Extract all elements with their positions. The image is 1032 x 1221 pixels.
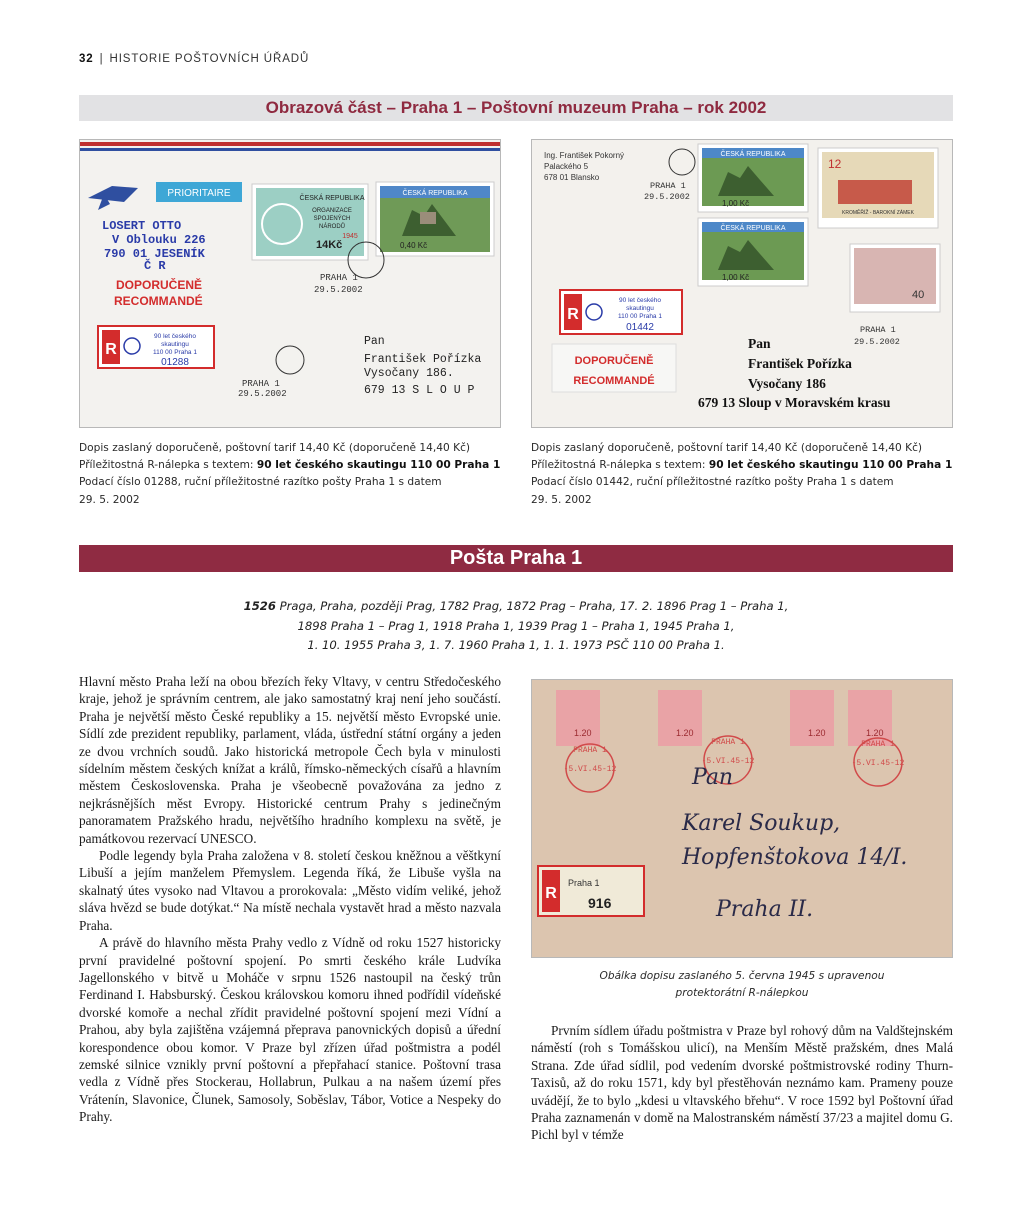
pm-1945-date-1: -5.VI.45-12 bbox=[563, 765, 617, 774]
right-reco-line-1: DOPORUČENĚ bbox=[574, 355, 654, 367]
stamp1-text-2: SPOJENÝCH bbox=[313, 216, 351, 222]
pm-1945-city-2: PRAHA 1 bbox=[711, 738, 745, 747]
sender-line-4: Č R bbox=[144, 259, 166, 273]
stamp-1945-value-2: 1.20 bbox=[676, 728, 694, 738]
r-label-letter: R bbox=[105, 341, 117, 358]
caption-right: Dopis zaslaný doporučeně, poštovní tarif 14,40 Kč (doporučeně 14,40 Kč) Příležitostná R-nálepka s textem: 90 let českého skautingu 110 00 Praha 1 Podací číslo 01442, ruční příležitostné razítko pošty Praha 1 s datem 29. 5. 2002 bbox=[531, 442, 953, 506]
section-title: Pošta Praha 1 bbox=[79, 545, 953, 572]
gallery-title: Obrazová část – Praha 1 – Poštovní muzeum Praha – rok 2002 bbox=[79, 95, 953, 121]
right-stamp1-country: ČESKÁ REPUBLIKA bbox=[720, 151, 786, 158]
r-label-text-1: 90 let českého bbox=[154, 333, 196, 340]
hand-line-3: Hopfenštokova 14/I. bbox=[682, 845, 908, 870]
r-label-number: 01288 bbox=[161, 357, 189, 368]
right-sender-3: 678 01 Blansko bbox=[544, 173, 600, 182]
right-postmark-date-1: 29.5.2002 bbox=[644, 192, 690, 202]
postmark-date-top: 29.5.2002 bbox=[314, 285, 363, 295]
envelope-photo-right bbox=[531, 139, 953, 428]
right-stamp3-caption: KROMĚŘÍŽ - BAROKNÍ ZÁMEK bbox=[842, 210, 914, 216]
paragraph: A právě do hlavního města Prahy vedlo z Vídně od roku 1527 historicky první pravidelné poštovní spojení. Po smrti českého krále Ludvíka Jagellonského v bitvě u Moháče v srpnu 1526 nastoupil na český trůn Ferdinand I. Habsburský. Českou královskou komoru ihned podřídil vídeňské dvorské komoře a nechal zřídit pravidelné poštovní spojení mezi Vídní a Prahou, aby byla zajištěna vzájemná přeprava panovnických dopisů a úřední korespondence obou komor. V Praze byl zřízen úřad poštmistra a podél zemské silnice vznikly první poštovní a přepřahací stanice. Poštovní trasa vedla z Vídně přes Stockerau, Hollabrun, Pulkau a na našem území přes Vrátenín, Slavonice, Člunek, Samosoly, Soběslav, Tábor, Votice a Nespeky do Prahy. bbox=[79, 935, 501, 1125]
r-1945-letter: R bbox=[545, 885, 557, 902]
body-column-right bbox=[531, 1022, 953, 1144]
stamp-1945-value-4: 1.20 bbox=[866, 728, 884, 738]
right-r-label-text-1: 90 let českého bbox=[619, 297, 661, 304]
right-addressee-1: Pan bbox=[748, 336, 771, 351]
right-sender-1: Ing. František Pokorný bbox=[544, 151, 625, 160]
r-1945-number: 916 bbox=[588, 895, 612, 911]
right-stamp3-value: 12 bbox=[828, 157, 842, 171]
hand-line-1: Pan bbox=[692, 765, 734, 790]
stamp1-year: 1945 bbox=[342, 233, 358, 240]
photo-caption: Obálka dopisu zaslaného 5. června 1945 s upravenou protektorátní R-nálepkou bbox=[599, 970, 885, 999]
right-stamp1-value: 1,00 Kč bbox=[722, 199, 750, 208]
office-names: 1526 Praga, Praha, později Prag, 1782 Prag, 1872 Prag – Praha, 17. 2. 1896 Prag 1 – Praha 1, 1898 Praha 1 – Prag 1, 1918 Praha 1, 1939 Prag 1 – Praha 1, 1945 Praha 1, 1. 10. 1955 Praha 3, 1. 7. 1960 Praha 1, 1. 1. 1973 PSČ 110 00 Praha 1. bbox=[243, 599, 789, 653]
pm-1945-city-3: PRAHA 1 bbox=[861, 740, 895, 749]
caption-left: Dopis zaslaný doporučeně, poštovní tarif 14,40 Kč (doporučeně 14,40 Kč) Příležitostná R-nálepka s textem: 90 let českého skautingu 110 00 Praha 1 Podací číslo 01288, ruční příležitostné razítko pošty Praha 1 s datem 29. 5. 2002 bbox=[79, 442, 501, 506]
right-stamp2-value: 1,00 Kč bbox=[722, 273, 750, 282]
paragraph: Podle legendy byla Praha založena v 8. století českou kněžnou a věštkyní Libuší a jejím manželem Přemyslem. Legenda říká, že Libuše vyšla na skalnatý útes vysoko nad Vltavou a prorokovala: „Město vidím veliké, jehož sláva hvězd se bude dotýkat.“ Na místě nechala vystavět hrad a město nazvala Praha. bbox=[79, 848, 501, 933]
right-addressee-2: František Pořízka bbox=[748, 356, 852, 371]
r-1945-label: Praha 1 bbox=[568, 878, 600, 888]
right-reco-line-2: RECOMMANDÉ bbox=[573, 375, 655, 387]
stamp1-value: 14Kč bbox=[316, 239, 343, 251]
r-label-text-2: skautingu bbox=[161, 341, 189, 348]
envelope-photo-left bbox=[79, 139, 501, 428]
pm-1945-date-2: -5.VI.45-12 bbox=[701, 757, 755, 766]
right-stamp2-country: ČESKÁ REPUBLIKA bbox=[720, 225, 786, 232]
right-r-label-text-3: 110 00 Praha 1 bbox=[618, 313, 662, 320]
stamp-1945-value-3: 1.20 bbox=[808, 728, 826, 738]
right-stamp4-value: 40 bbox=[912, 289, 925, 301]
right-r-label-number: 01442 bbox=[626, 322, 654, 333]
postmark-city-top: PRAHA 1 bbox=[320, 273, 358, 283]
body-column-left bbox=[79, 673, 501, 1126]
addressee-line-1: Pan bbox=[364, 335, 385, 348]
paragraph: Prvním sídlem úřadu poštmistra v Praze byl rohový dům na Valdštejnském náměstí (roh s Tomášskou ulicí), na Menším Městě pražském, dnes Malá Strana. Zde úřad sídlil, pod vedením dvorské poštmistrovské rodiny Thurn-Taxisů, až do roku 1571, kdy byl přestěhován neznámo kam. Prameny pouze uvádějí, že to bylo „kdesi u vltavského břehu“. V roce 1592 byl Poštovní úřad Praha zaznamenán v domě na Malostranském náměstí 37/23 a majitel domu G. Pichl byl v témže bbox=[531, 1023, 953, 1143]
running-head-section: HISTORIE POŠTOVNÍCH ÚŘADŮ bbox=[109, 53, 310, 65]
sender-line-1: LOSERT OTTO bbox=[102, 219, 182, 233]
prioritaire-label: PRIORITAIRE bbox=[167, 188, 231, 199]
stamp1-country: ČESKÁ REPUBLIKA bbox=[299, 195, 365, 202]
right-addressee-4: 679 13 Sloup v Moravském krasu bbox=[698, 395, 891, 410]
right-postmark-city-2: PRAHA 1 bbox=[860, 325, 896, 335]
reco-line-2: RECOMMANDÉ bbox=[114, 294, 203, 308]
stamp2-country: ČESKÁ REPUBLIKA bbox=[402, 190, 468, 197]
addressee-line-3: Vysočany 186. bbox=[364, 367, 454, 380]
hand-line-4: Praha II. bbox=[716, 897, 814, 922]
stamp-1945-value-1: 1.20 bbox=[574, 728, 592, 738]
pm-1945-date-3: -5.VI.45-12 bbox=[851, 759, 905, 768]
addressee-line-2: František Pořízka bbox=[364, 353, 482, 366]
stamp1-text-1: ORGANIZACE bbox=[312, 208, 352, 214]
right-postmark-date-2: 29.5.2002 bbox=[854, 337, 900, 347]
sender-line-2: V Oblouku 226 bbox=[112, 233, 206, 247]
right-sender-2: Palackého 5 bbox=[544, 162, 589, 171]
hand-line-2: Karel Soukup, bbox=[682, 811, 841, 836]
right-postmark-city-1: PRAHA 1 bbox=[650, 181, 686, 191]
reco-line-1: DOPORUČENĚ bbox=[116, 278, 203, 292]
envelope-photo-1945 bbox=[531, 679, 953, 958]
right-addressee-3: Vysočany 186 bbox=[748, 376, 826, 391]
paragraph: Hlavní město Praha leží na obou březích řeky Vltavy, v centru Středočeského kraje, jehož je správním centrem, ale jako samostatný kraj není jeho součástí. Praha je největší město České republiky a 15. největší město Evropské unie. Sídlí zde prezident republiky, parlament, vláda, ústřední státní orgány a jeden ze dvou vrchních soudů. Jako historická metropole Čech byla v minulosti sídelním městem českých knížat a králů, římsko-německých císařů a hlavním městem Československa. Praha je všeobecně považována za jedno z nejkrásnějších měst Evropy. Historické centrum Prahy s jedinečným panoramatem Pražského hradu, největšího hradního komplexu na světě, je památkovou rezervací UNESCO. bbox=[79, 674, 501, 846]
addressee-line-4: 679 13 S L O U P bbox=[364, 384, 475, 397]
stamp1-text-3: NÁRODŮ bbox=[318, 224, 346, 230]
right-r-label-letter: R bbox=[567, 306, 579, 323]
postmark-date-bottom: 29.5.2002 bbox=[238, 389, 287, 399]
right-r-label-text-2: skautingu bbox=[626, 305, 654, 312]
page-number: 32 bbox=[79, 53, 94, 65]
sender-line-3: 790 01 JESENÍK bbox=[104, 247, 205, 261]
postmark-city-bottom: PRAHA 1 bbox=[242, 379, 280, 389]
running-head: 32 | HISTORIE POŠTOVNÍCH ÚŘADŮ bbox=[79, 53, 310, 65]
pm-1945-city-1: PRAHA 1 bbox=[573, 746, 607, 755]
r-label-text-3: 110 00 Praha 1 bbox=[153, 349, 197, 356]
stamp2-value: 0,40 Kč bbox=[400, 241, 428, 250]
